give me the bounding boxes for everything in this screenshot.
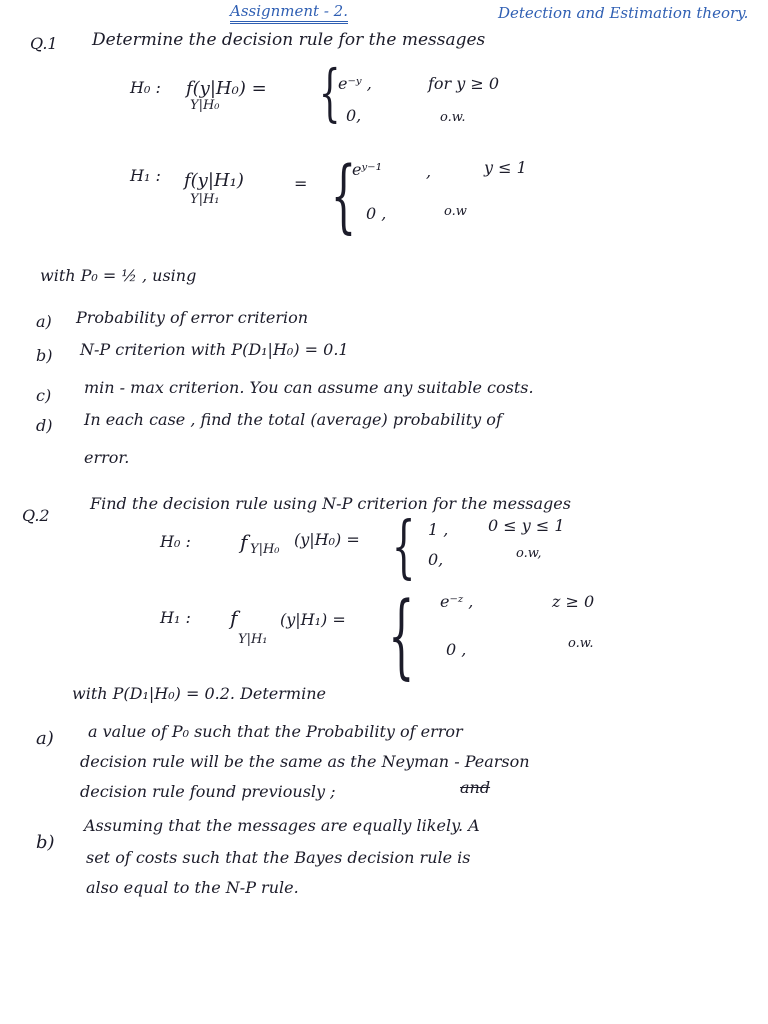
q1-item-d-label: d) — [36, 416, 53, 435]
q2-item-a-label: a) — [36, 728, 54, 749]
q2-h0-case2-value: 0, — [428, 550, 444, 569]
q1-h0-case2-condition: o.w. — [440, 110, 466, 125]
q1-h0-case2-value: 0, — [346, 106, 362, 125]
q2-h0-subscript: Y|H₀ — [250, 542, 280, 557]
q2-h0-case1-condition: 0 ≤ y ≤ 1 — [488, 516, 565, 535]
q1-item-a-label: a) — [36, 312, 52, 331]
q2-h0-label: H₀ : — [160, 532, 191, 551]
q1-item-d-text: In each case , find the total (average) probability of — [84, 410, 502, 429]
q1-h1-label: H₁ : — [130, 166, 161, 185]
q2-h1-function: f — [230, 606, 238, 630]
q1-h0-subscript: Y|H₀ — [190, 98, 220, 113]
q1-h1-case1-condition: y ≤ 1 — [484, 158, 527, 177]
q2-h0-case1-value: 1 , — [428, 520, 449, 539]
q2-h1-label: H₁ : — [160, 608, 191, 627]
q2-item-a-struck-word: and — [460, 778, 491, 797]
q2-h1-brace: { — [388, 582, 415, 689]
q1-h0-label: H₀ : — [130, 78, 161, 97]
q1-h1-subscript: Y|H₁ — [190, 192, 220, 207]
q2-item-a-line1: a value of P₀ such that the Probability of error — [88, 722, 463, 741]
q1-h0-case1-value: e⁻ʸ , — [338, 74, 372, 93]
q1-h0-function: f(y|H₀) = — [186, 78, 267, 99]
q1-item-d-continuation: error. — [84, 448, 130, 467]
q1-h0-brace: { — [318, 56, 341, 129]
q2-with-line: with P(D₁|H₀) = 0.2. Determine — [72, 684, 326, 703]
assignment-title: Assignment - 2. — [230, 2, 348, 24]
q2-h1-subscript: Y|H₁ — [238, 632, 268, 647]
q2-item-b-line1: Assuming that the messages are equally likely. A — [84, 816, 480, 835]
q2-h1-case1-condition: z ≥ 0 — [552, 592, 595, 611]
q1-item-b-label: b) — [36, 346, 53, 365]
q2-h1-case1-value: e⁻ᶻ , — [440, 592, 474, 611]
q1-with-line: with P₀ = ½ , using — [40, 266, 197, 285]
q1-h1-case2-value: 0 , — [366, 204, 387, 223]
q1-item-a-text: Probability of error criterion — [76, 308, 309, 327]
q1-h1-case2-condition: o.w — [444, 204, 467, 219]
q2-number: Q.2 — [22, 506, 50, 525]
q1-h1-case1-value: eʸ⁻¹ — [352, 160, 383, 179]
q1-number: Q.1 — [30, 34, 58, 53]
q1-item-c-text: min - max criterion. You can assume any suitable costs. — [84, 378, 534, 397]
q2-item-a-line2: decision rule will be the same as the Neyman - Pearson — [80, 752, 530, 771]
q1-h0-case1-condition: for y ≥ 0 — [428, 74, 500, 93]
q1-item-c-label: c) — [36, 386, 52, 405]
q2-h0-case2-condition: o.w, — [516, 546, 542, 561]
subject-title: Detection and Estimation theory. — [498, 4, 749, 22]
q2-h0-argument: (y|H₀) = — [294, 530, 360, 549]
q1-h1-brace: { — [330, 149, 357, 242]
q1-h1-function: f(y|H₁) — [184, 170, 244, 191]
q2-item-b-label: b) — [36, 832, 55, 853]
q1-h1-equals: = — [294, 174, 308, 193]
q1-intro: Determine the decision rule for the messages — [92, 30, 486, 50]
q2-item-b-line3: also equal to the N-P rule. — [86, 878, 299, 897]
q2-h0-function: f — [240, 530, 248, 554]
q1-h1-case1-comma: , — [426, 162, 432, 181]
q2-h1-case2-value: 0 , — [446, 640, 467, 659]
q2-h1-case2-condition: o.w. — [568, 636, 594, 651]
q2-h0-brace: { — [391, 508, 416, 587]
q2-intro: Find the decision rule using N-P criterion for the messages — [90, 494, 571, 513]
q2-item-a-line3: decision rule found previously ; — [80, 782, 336, 801]
q2-item-b-line2: set of costs such that the Bayes decision rule is — [86, 848, 471, 867]
q2-h1-argument: (y|H₁) = — [280, 610, 346, 629]
q1-item-b-text: N-P criterion with P(D₁|H₀) = 0.1 — [80, 340, 349, 359]
